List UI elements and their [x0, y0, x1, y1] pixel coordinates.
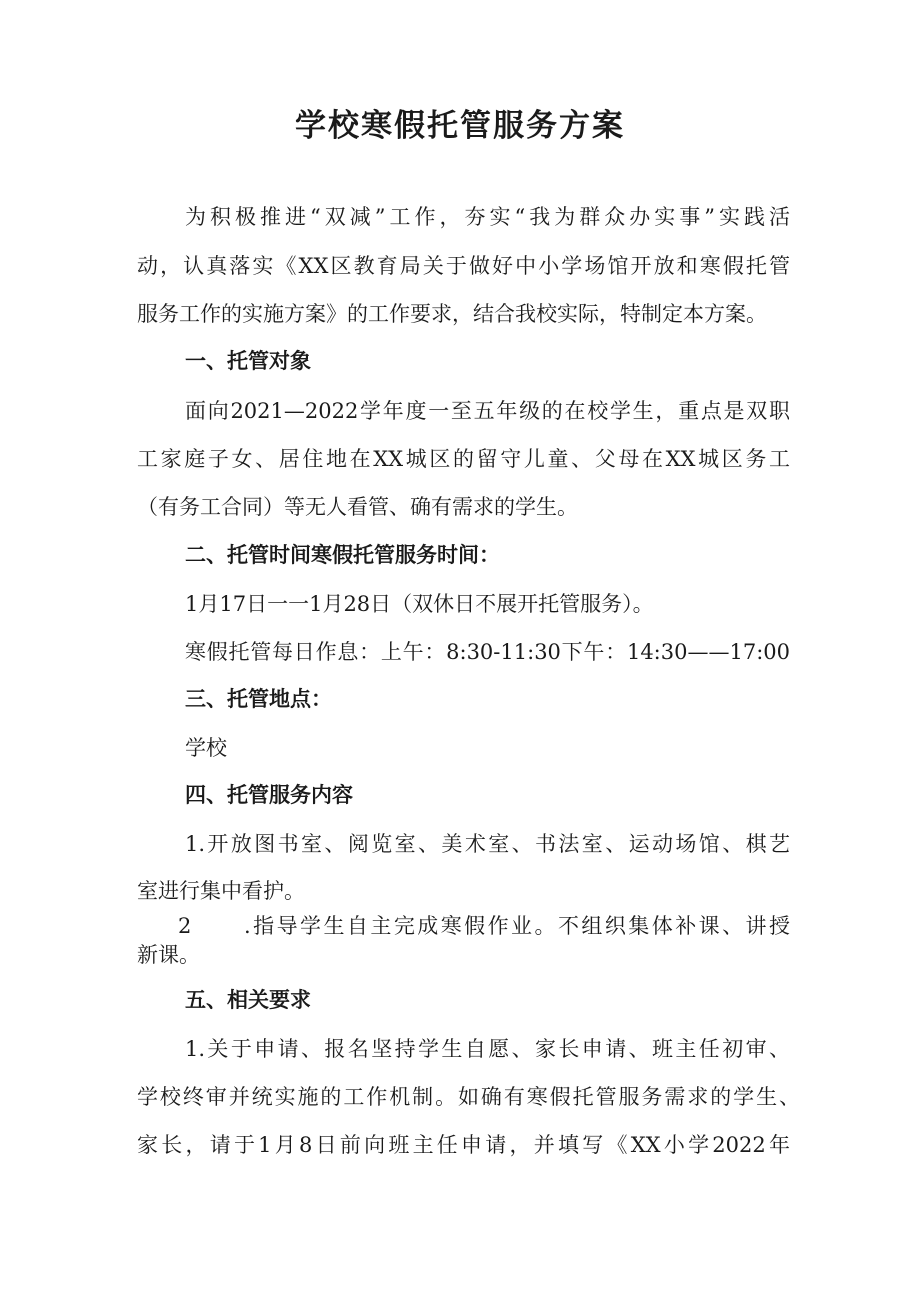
section-4-item-1-line-1: 1.开放图书室、阅览室、美术室、书法室、运动场馆、棋艺 [185, 832, 790, 856]
section-4-item-2-line-2: 新课。 [137, 943, 200, 967]
section-5-line-1: 1.关于申请、报名坚持学生自愿、家长申请、班主任初审、 [185, 1037, 790, 1061]
section-1-line-1: 面向2021—2022学年度一至五年级的在校学生，重点是双职 [185, 399, 790, 423]
section-1-heading: 一、托管对象 [185, 349, 311, 373]
section-5-heading: 五、相关要求 [185, 988, 311, 1012]
section-5-line-3: 家长，请于1月8日前向班主任申请，并填写《XX小学2022年 [137, 1133, 790, 1157]
intro-line-3: 服务工作的实施方案》的工作要求，结合我校实际，特制定本方案。 [137, 302, 767, 326]
section-2-line-2: 寒假托管每日作息：上午：8:30-11:30下午：14:30——17:00 [185, 640, 790, 664]
section-4-item-2-line-1: .指导学生自主完成寒假作业。不组织集体补课、讲授 [244, 914, 790, 938]
section-5-line-2: 学校终审并统实施的工作机制。如确有寒假托管服务需求的学生、 [137, 1085, 800, 1109]
intro-line-1: 为积极推进“双减”工作，夯实“我为群众办实事”实践活 [185, 205, 790, 229]
section-2-heading: 二、托管时间寒假托管服务时间： [185, 543, 500, 567]
section-2-line-1: 1月17日一一1月28日（双休日不展开托管服务）。 [185, 592, 654, 616]
intro-line-2: 动，认真落实《XX区教育局关于做好中小学场馆开放和寒假托管 [137, 254, 790, 278]
document-title: 学校寒假托管服务方案 [295, 108, 625, 144]
section-4-item-1-line-2: 室进行集中看护。 [137, 879, 305, 903]
section-3-heading: 三、托管地点： [185, 687, 332, 711]
section-4-heading: 四、托管服务内容 [185, 783, 353, 807]
section-3-line-1: 学校 [185, 736, 227, 760]
section-1-line-2: 工家庭子女、居住地在XX城区的留守儿童、父母在XX城区务工 [137, 447, 790, 471]
section-1-line-3: （有务工合同）等无人看管、确有需求的学生。 [137, 495, 578, 519]
section-4-item-2-number: 2 [178, 914, 192, 938]
